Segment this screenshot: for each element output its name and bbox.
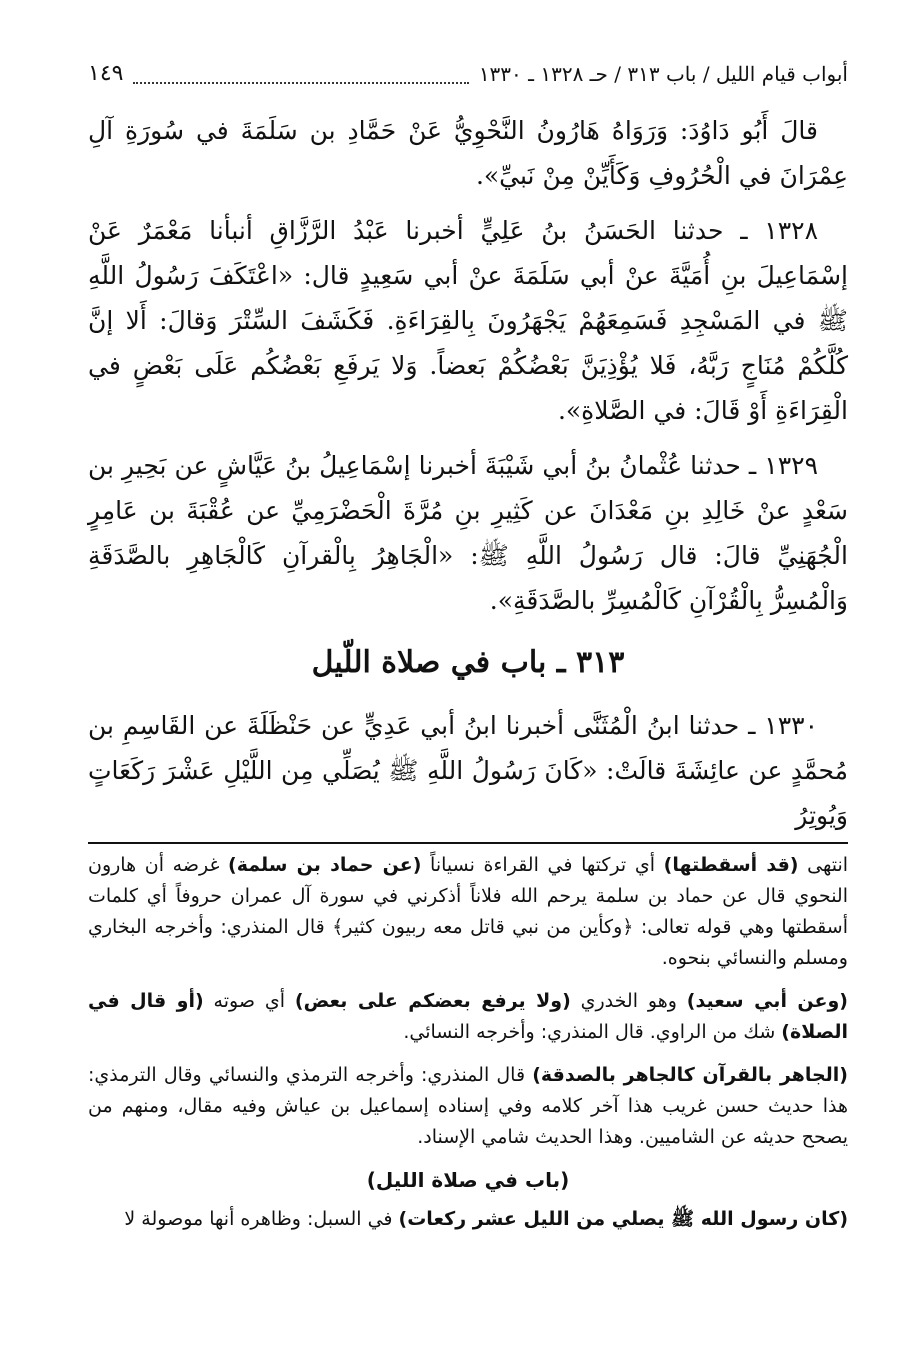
hadith-1329: ١٣٢٩ ـ حدثنا عُثْمانُ بنُ أبي شَيْبَةَ أخبرنا إسْمَاعِيلُ بنُ عَيَّاشٍ عن بَحِيرِ بن سَعْدٍ عنْ خَالِدِ بنِ مَعْدَانَ عن كَثِيرِ بنِ مُرَّةَ الْحَضْرَمِيِّ عن عُقْبَةَ بن عَامِرٍ الْجُهَنِيِّ قالَ: قال رَسُولُ اللَّهِ ﷺ: «الْجَاهِرُ بِالْقرآنِ كَالْجَاهِرِ بالصَّدَقَةِ وَالْمُسِرُّ بِالْقُرْآنِ كَالْمُسِرِّ بالصَّدَقَةِ».: [88, 451, 848, 615]
note-4: (كان رسول الله ﷺ يصلي من الليل عشر ركعات) في السبل: وظاهره أنها موصولة لا: [124, 1208, 848, 1230]
paragraph-abu-dawud-note: قالَ أَبُو دَاوُدَ: وَرَوَاهُ هَارُونُ النَّحْوِيُّ عَنْ حَمَّادِ بن سَلَمَةَ في سُورَةِ آلِ عِمْرَانَ في الْحُرُوفِ وَكَأَيِّنْ مِنْ نَبيِّ».: [88, 116, 848, 190]
header-title: أبواب قيام الليل / باب ٣١٣ / حـ ١٣٢٨ ـ ١٣٣٠: [478, 62, 848, 86]
note-1: انتهى (قد أسقطتها) أي تركتها في القراءة نسياناً (عن حماد بن سلمة) غرضه أن هارون النحوي قال عن حماد بن سلمة يرحم الله فلاناً أذكرني في سورة آل عمران حروفاً أي كلمات أسقطتها وهي قوله تعالى: ﴿وكأين من نبي قاتل معه ربيون كثير﴾ قال المنذري: وأخرجه البخاري ومسلم والنسائي بنحوه.: [88, 854, 849, 969]
header-dot-leader: [133, 64, 468, 84]
hadith-1330: ١٣٣٠ ـ حدثنا ابنُ الْمُثَنَّى أخبرنا ابنُ أبي عَدِيٍّ عن حَنْظَلَةَ عن القَاسِمِ بن مُحمَّدٍ عن عائِشَةَ قالَتْ: «كَانَ رَسُولُ اللَّهِ ﷺ يُصَلِّي مِن اللَّيْلِ عَشْرَ رَكَعَاتٍ وَيُوتِرُ: [88, 711, 848, 830]
chapter-title: ٣١٣ ـ باب في صلاة اللّيل: [311, 645, 625, 680]
commentary-notes: [88, 850, 848, 1247]
page-number: ١٤٩: [88, 61, 124, 86]
commentary-chapter-title: (باب في صلاة الليل): [366, 1168, 570, 1192]
footnote-divider: [88, 842, 848, 844]
main-text: [88, 108, 848, 848]
running-header: [88, 56, 848, 92]
note-2: (وعن أبي سعيد) وهو الخدري (ولا يرفع بعضكم على بعض) أي صوته (أو قال في الصلاة) شك من الراوي. قال المنذري: وأخرجه النسائي.: [88, 990, 848, 1043]
note-3: (الجاهر بالقرآن كالجاهر بالصدقة) قال المنذري: وأخرجه الترمذي والنسائي وقال الترمذي: هذا حديث حسن غريب هذا آخر كلامه وفي إسناده إسماعيل بن عياش وفيه مقال، ومنهم من يصحح حديثه عن الشاميين. وهذا الحديث شامي الإسناد.: [88, 1064, 848, 1148]
hadith-1328: ١٣٢٨ ـ حدثنا الحَسَنُ بنُ عَلِيٍّ أخبرنا عَبْدُ الرَّزَّاقِ أنبأنا مَعْمَرٌ عَنْ إسْمَاعِيلَ بنِ أُمَيَّةَ عنْ أبي سَلَمَةَ عنْ أبي سَعِيدٍ قال: «اعْتَكَفَ رَسُولُ اللَّهِ ﷺ في المَسْجِدِ فَسَمِعَهُمْ يَجْهَرُونَ بِالقِرَاءَةِ. فَكَشَفَ السِّتْرَ وَقالَ: أَلا إنَّ كُلَّكُمْ مُنَاجٍ رَبَّهُ، فَلا يُؤْذِيَنَّ بَعْضُكُمْ بَعضاً. وَلا يَرفَعِ بَعْضُكُم عَلَى بَعْضٍ في الْقِرَاءَةِ أَوْ قَالَ: في الصَّلاةِ».: [88, 216, 848, 425]
